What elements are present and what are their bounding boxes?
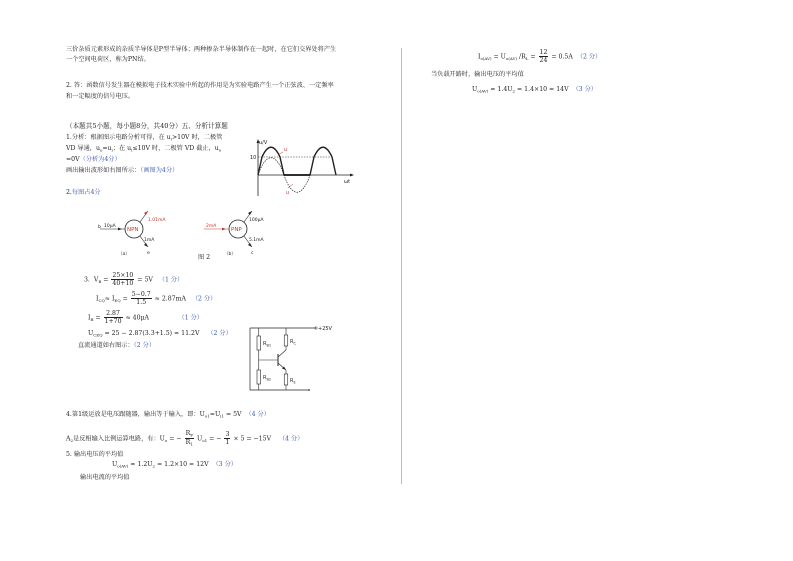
- q3-line1: 3. $V_B$ = $\frac{25\times 10}{40+10}$ = 5V （1 分）: [84, 272, 184, 288]
- q5-line1: 5. 输出电压的平均值: [66, 451, 124, 458]
- p2-line1: 2. 答：函数信号发生器在模拟电子技术实验中所起的作用是为实验电路产生一个正弦波、一定频率: [66, 82, 334, 89]
- vcc-label: +25V: [318, 326, 332, 332]
- fig-b-label: （b）: [224, 252, 236, 257]
- q3-line4: $U_{CEQ} = 25 - 2.87(3.3+1.5) \approx 11.2V$ （2 分）: [88, 330, 232, 338]
- p1-line1: 三价杂质元素形成的杂质半导体是P型半导体；两种掺杂半导体制作在一起时，在它们交界处将产生: [66, 46, 337, 53]
- npn-top-current: 1.01mA: [148, 218, 166, 223]
- q2-line: 2.每图占4分: [66, 189, 101, 196]
- re-resistor: [284, 374, 288, 385]
- section-title: （本题共5小题，每小题8分，共40分）五、分析计算题: [66, 122, 228, 130]
- column-divider: [401, 48, 402, 484]
- transistor-diagrams: [96, 203, 286, 263]
- fig2-caption: 图 2: [198, 254, 211, 261]
- pnp-in-current: 2mA: [206, 224, 217, 229]
- r-line3: $U_{o(AV)} \approx 1.4U_2 = 1.4\times 10 = 14V$ （3 分）: [472, 86, 597, 94]
- npn-in-current: 10μA: [104, 224, 116, 229]
- q3-line3: $I_B$ = $\frac{2.87}{1+70}$ ≈ 40μA （1 分）: [88, 310, 203, 326]
- q1-line4: 画出输出波形如右图所示：（画图为4分）: [66, 167, 179, 174]
- y-axis-label: u/V: [259, 140, 268, 146]
- rc-label: $R_C$: [290, 339, 296, 346]
- pnp-type: PNP: [231, 227, 242, 233]
- pnp-top-current: 100μA: [249, 218, 264, 223]
- p1-line2: 一个空间电荷区，称为PN结。: [66, 56, 150, 63]
- r-line1: $I_{o(AV)} = U_{o(AV)}$ $/R_L$ = $\frac{12}{24}$ = 0.5A （2 分）: [478, 49, 602, 65]
- q5-line2: $U_{o(AV)} \approx 1.2U_2 = 1.2\times 10 = 12V$ （3 分）: [112, 461, 237, 469]
- q3-line2: $I_{CQ}\approx I_{EQ}$ = $\frac{5-0.7}{1.5}$ ≈ 2.87mA （2 分）: [96, 291, 217, 307]
- rb1-resistor: [257, 336, 261, 350]
- r-line2: 当负载开路时，输出电压的平均值: [431, 71, 524, 78]
- npn-type: NPN: [127, 227, 139, 233]
- rb2-resistor: [257, 370, 261, 384]
- fig-a-label: （a）: [118, 252, 130, 257]
- q4-line1: 4.第1级运放是电压跟随器，输出等于输入，即：$U_{o1}=U_{i1} = 5V$ （4 分）: [66, 411, 270, 419]
- q5-line3: 输出电流的平均值: [80, 474, 130, 481]
- waveform-figure: [248, 138, 358, 198]
- rb2-label: $R_{B2}$: [263, 375, 272, 382]
- pnp-bottom-current: 5.1mA: [249, 238, 264, 243]
- uo-curve: [258, 147, 336, 175]
- re-label: $R_E$: [290, 378, 296, 385]
- q1-line1: 1.分析：根据图示电路分析可得，在 $u_i>10V$ 时，二极管: [66, 134, 223, 142]
- ui-label: u: [286, 190, 290, 196]
- dc-circuit: [250, 322, 330, 397]
- rc-resistor: [284, 335, 288, 346]
- q1-line3: =0V（分析为4分）: [66, 156, 121, 163]
- level-label: 10: [250, 155, 257, 161]
- uo-label: u: [284, 147, 288, 153]
- npn-base-label: b: [98, 225, 101, 230]
- q4-line2: $A_2$是反相输入比例运算电路，有：$U_o$ = − $\frac{R_F}{R_1}$ $U_{o1}$ = − $\frac{3}{1}$ × 5 = −15V （4 分）: [66, 430, 304, 447]
- pnp-c-label: c: [251, 251, 254, 256]
- rb1-label: $R_{B1}$: [263, 341, 272, 348]
- x-axis-label: ωt: [344, 179, 351, 185]
- npn-bottom-current: 1mA: [144, 238, 155, 243]
- q1-line2: VD 导通，$u_o=u_i$；在 $u_i\le 10V$ 时，二极管 VD 截止，$u_o$: [66, 145, 222, 153]
- p2-line2: 和一定幅度的信号电压。: [66, 93, 135, 100]
- npn-e-label: e: [147, 251, 150, 256]
- q3-line5: 直流通道如右图示：（2 分）: [78, 342, 156, 349]
